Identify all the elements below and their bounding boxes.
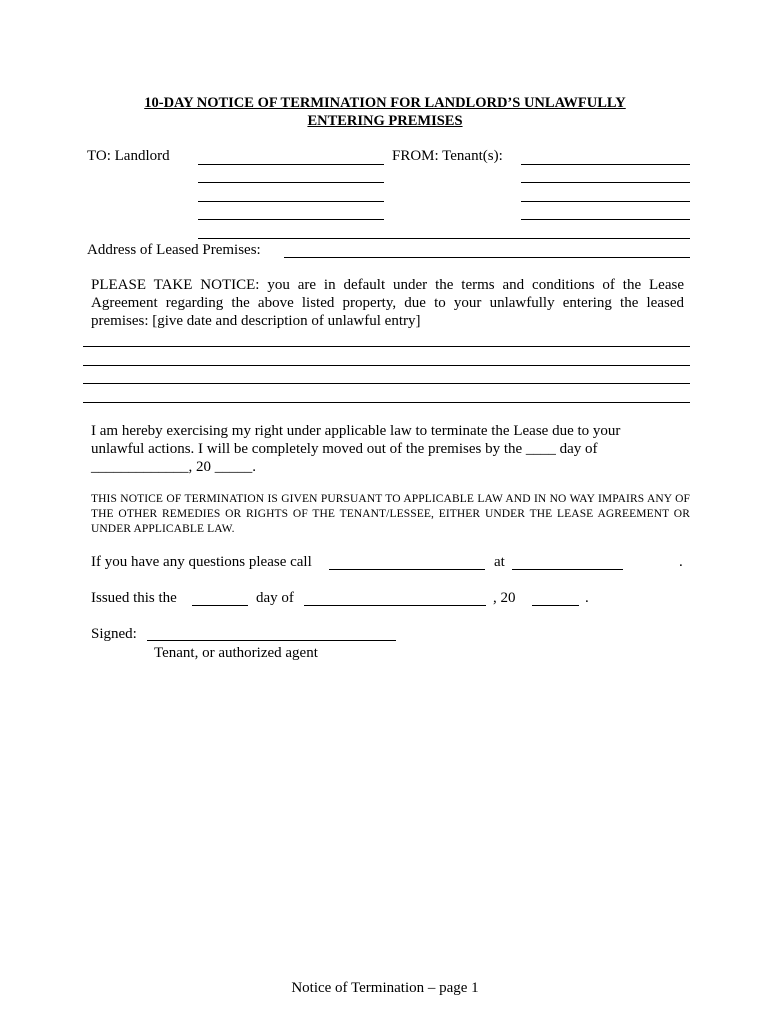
contact-time-line[interactable] [512,569,623,570]
tenant-line-2[interactable] [521,182,690,183]
issued-label: Issued this the [91,590,177,606]
description-line-1[interactable] [83,346,690,347]
issued-period: . [585,590,589,606]
signed-label: Signed: [91,626,137,642]
year-prefix: , 20 [493,590,516,606]
exercise-line-2: unlawful actions. I will be completely moved out of the premises by the ____ day of [91,441,598,457]
notice-paragraph: PLEASE TAKE NOTICE: you are in default under the terms and conditions of the Lease Agreement regarding the above listed property, due to your unlawfully entering the leased premises: [give date and description of unlawful entry] [91,277,684,329]
signature-line[interactable] [147,640,396,641]
page-footer: Notice of Termination – page 1 [291,980,479,996]
description-line-3[interactable] [83,383,690,384]
address-line[interactable] [284,257,690,258]
questions-period: . [679,554,683,570]
tenant-line-3[interactable] [521,201,690,202]
at-label: at [494,554,505,570]
document-title-line-1: 10-DAY NOTICE OF TERMINATION FOR LANDLORD’S UNLAWFULLY [144,95,626,111]
day-of-label: day of [256,590,294,606]
landlord-line-2[interactable] [198,182,384,183]
issued-day-line[interactable] [192,605,248,606]
address-label: Address of Leased Premises: [87,242,261,258]
legal-notice: THIS NOTICE OF TERMINATION IS GIVEN PURSUANT TO APPLICABLE LAW AND IN NO WAY IMPAIRS ANY OF THE OTHER REMEDIES OR RIGHTS OF THE TENANT/LESSEE, EITHER UNDER THE LEASE AGREEMENT OR UNDER APPLICABLE LAW. [91,493,690,535]
address-line-upper[interactable] [198,238,690,239]
signer-caption: Tenant, or authorized agent [154,645,318,661]
description-line-4[interactable] [83,402,690,403]
description-line-2[interactable] [83,365,690,366]
exercise-line-1: I am hereby exercising my right under applicable law to terminate the Lease due to your [91,423,621,439]
landlord-line-4[interactable] [198,219,384,220]
issued-year-line[interactable] [532,605,579,606]
phone-line[interactable] [329,569,485,570]
landlord-line-3[interactable] [198,201,384,202]
to-landlord-label: TO: Landlord [87,148,170,164]
tenant-line-4[interactable] [521,219,690,220]
questions-label: If you have any questions please call [91,554,312,570]
from-tenant-label: FROM: Tenant(s): [392,148,503,164]
tenant-line-1[interactable] [521,164,690,165]
landlord-line-1[interactable] [198,164,384,165]
exercise-line-3: _____________, 20 _____. [91,459,256,475]
document-title-line-2: ENTERING PREMISES [307,113,463,129]
issued-month-line[interactable] [304,605,486,606]
